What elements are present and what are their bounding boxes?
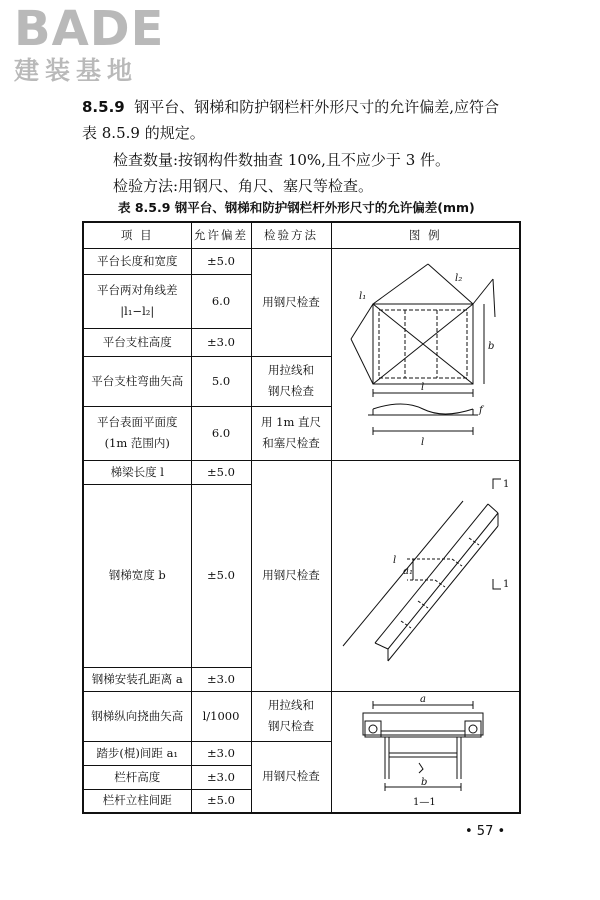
- tolerance-cell: 6.0: [191, 274, 251, 328]
- method-line: 用 1m 直尺: [260, 415, 322, 429]
- method-line: 用拉线和: [268, 698, 314, 712]
- method-cell: [251, 406, 331, 460]
- item-text: 平台两对角线差: [97, 283, 178, 297]
- platform-diagram: [333, 259, 518, 449]
- header-tolerance: 允许偏差: [191, 222, 251, 248]
- item-cell: [83, 274, 191, 328]
- flatness-curve: [373, 404, 473, 414]
- stringer-end: [488, 504, 498, 513]
- section-number: 8.5.9: [82, 98, 125, 116]
- item-cell: 钢梯安装孔距离 a: [83, 667, 191, 691]
- l2-dimension-line: [351, 304, 373, 339]
- method-line: 和塞尺检查: [262, 436, 320, 450]
- label-l-bottom: l: [420, 437, 424, 448]
- item-subtext: |l₁−l₂|: [120, 304, 155, 318]
- table-header-row: [83, 222, 520, 248]
- tolerance-cell: ±3.0: [191, 667, 251, 691]
- bolt-hole: [469, 725, 477, 733]
- table-row: [83, 248, 520, 274]
- tolerance-cell: l/1000: [191, 691, 251, 741]
- table-caption: 表 8.5.9 钢平台、钢梯和防护钢栏杆外形尺寸的允许偏差(mm): [118, 200, 475, 215]
- stringer-left: [375, 504, 488, 643]
- tolerance-table: [82, 221, 521, 814]
- item-cell: 平台支柱高度: [83, 328, 191, 356]
- section-line-1: [82, 94, 499, 120]
- tolerance-cell: ±5.0: [191, 248, 251, 274]
- section-text-2: 表 8.5.9 的规定。: [82, 124, 205, 142]
- tolerance-cell: ±5.0: [191, 789, 251, 813]
- method-cell: 用钢尺检查: [251, 741, 331, 813]
- method-line: 用拉线和: [268, 363, 314, 377]
- method-cell: 用钢尺检查: [251, 460, 331, 691]
- label-a1: a₁: [402, 565, 413, 577]
- tolerance-cell: ±5.0: [191, 484, 251, 667]
- method-cell: [251, 356, 331, 406]
- tolerance-cell: ±5.0: [191, 460, 251, 484]
- table-row: [83, 691, 520, 741]
- item-cell: 梯梁长度 l: [83, 460, 191, 484]
- item-cell: 平台支柱弯曲矢高: [83, 356, 191, 406]
- label-l2: l₂: [454, 273, 462, 284]
- section-figure-cell: [331, 691, 520, 813]
- label-l: l: [420, 382, 424, 393]
- flatness-section: [373, 409, 473, 415]
- method-line: 钢尺检查: [268, 384, 314, 398]
- l2-dimension-line: [351, 339, 373, 384]
- method-cell: 用钢尺检查: [251, 248, 331, 356]
- method-cell: [251, 691, 331, 741]
- l1-dimension-line: [428, 264, 473, 304]
- item-cell: 钢梯纵向挠曲矢高: [83, 691, 191, 741]
- l2-dimension-line: [473, 279, 493, 304]
- stringer-bottom: [388, 526, 498, 661]
- inspection-quantity: 检查数量:按钢构件数抽查 10%,且不应少于 3 件。: [113, 151, 451, 169]
- label-f: f: [478, 405, 483, 416]
- item-cell: [83, 406, 191, 460]
- item-cell: 踏步(棍)间距 a₁: [83, 741, 191, 765]
- inspection-method: 检验方法:用钢尺、角尺、塞尺等检查。: [113, 177, 374, 195]
- tolerance-cell: ±3.0: [191, 328, 251, 356]
- tolerance-cell: 6.0: [191, 406, 251, 460]
- item-cell: 钢梯宽度 b: [83, 484, 191, 667]
- cross-section-diagram: [333, 693, 518, 811]
- tolerance-cell: ±3.0: [191, 765, 251, 789]
- bolt-hole: [369, 725, 377, 733]
- label-section-top: 1: [502, 478, 510, 490]
- header-item: 项 目: [83, 222, 191, 248]
- item-text: 平台表面平面度: [97, 415, 178, 429]
- item-cell: 平台长度和宽度: [83, 248, 191, 274]
- logo-brand: BADE: [14, 1, 165, 57]
- ladder-figure-cell: [331, 460, 520, 691]
- label-section-bottom: 1: [502, 578, 510, 590]
- l1-dimension-line: [373, 264, 428, 304]
- method-line: 钢尺检查: [268, 719, 314, 733]
- header-method: 检验方法: [251, 222, 331, 248]
- l2-dimension-line: [493, 279, 495, 317]
- stringer-end: [375, 643, 388, 649]
- section-mark-top: [493, 479, 501, 489]
- break-mark: [419, 763, 423, 773]
- label-section-title: 1—1: [412, 796, 436, 808]
- logo-subtitle: 建装基地: [14, 56, 139, 85]
- platform-figure-cell: [331, 248, 520, 460]
- table-row: [83, 460, 520, 484]
- label-b: b: [487, 341, 495, 352]
- section-text-1: 钢平台、钢梯和防护钢栏杆外形尺寸的允许偏差,应符合: [134, 98, 500, 116]
- page-number: • 57 •: [465, 824, 506, 839]
- ladder-diagram: [333, 471, 518, 681]
- item-cell: 栏杆立柱间距: [83, 789, 191, 813]
- item-subtext: (1m 范围内): [104, 436, 170, 450]
- stringer-right: [388, 513, 498, 649]
- bade-logo: [14, 1, 174, 86]
- label-a: a: [419, 693, 426, 705]
- header-figure: 图 例: [331, 222, 520, 248]
- item-cell: 栏杆高度: [83, 765, 191, 789]
- tolerance-cell: ±3.0: [191, 741, 251, 765]
- label-l1: l₁: [358, 291, 366, 302]
- label-ladder-l: l: [392, 554, 396, 566]
- tolerance-cell: 5.0: [191, 356, 251, 406]
- section-mark-bottom: [493, 579, 501, 589]
- label-section-b: b: [420, 776, 428, 788]
